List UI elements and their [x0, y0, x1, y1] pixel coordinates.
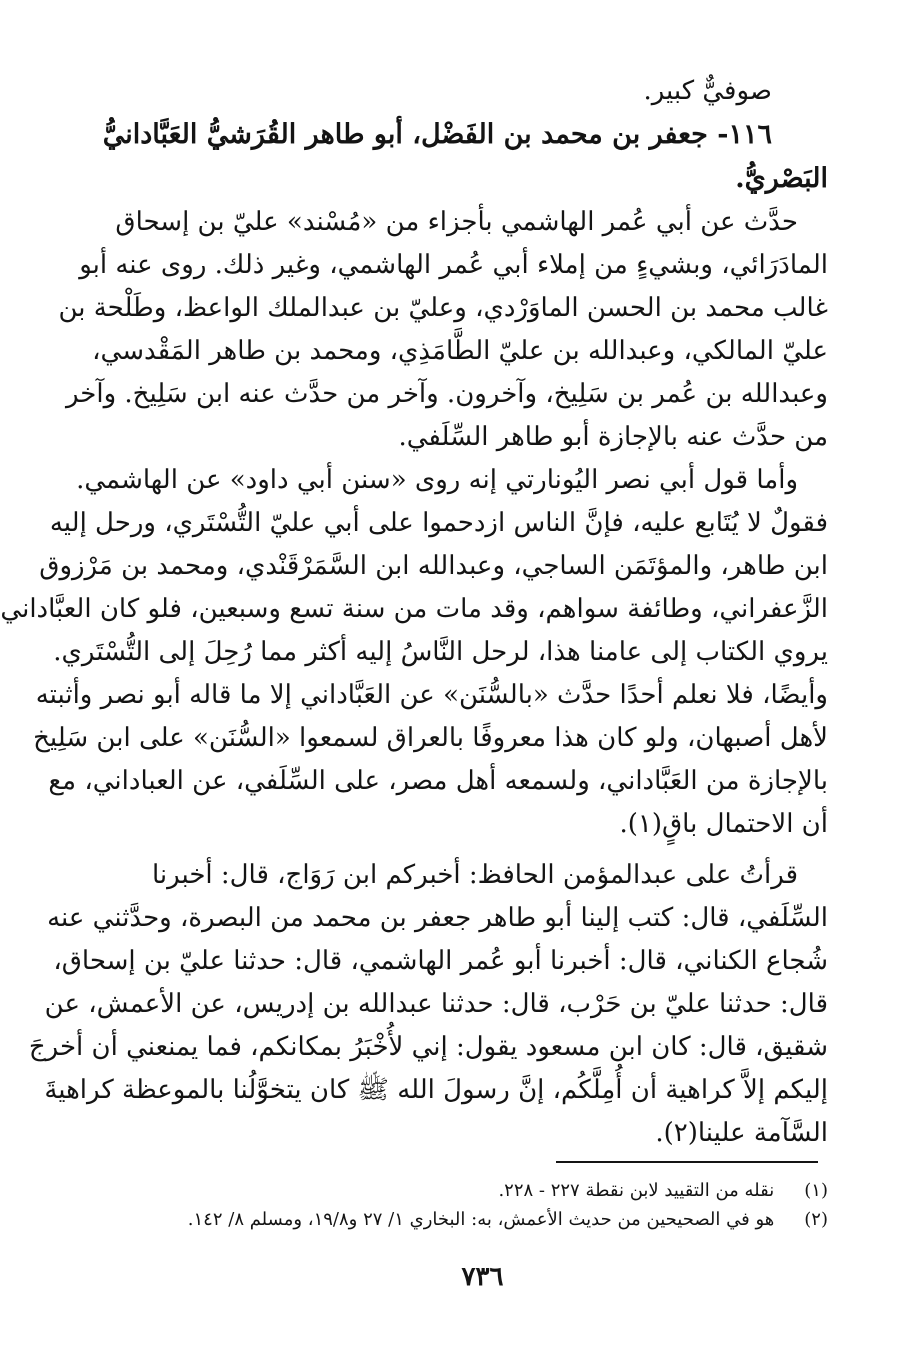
text-line: شقيق، قال: كان ابن مسعود يقول: إني لأُخْبَرُ بمكانكم، فما يمنعني أن أخرجَ	[28, 1032, 828, 1062]
footnote	[84, 1176, 828, 1205]
text-line: من حدَّث عنه بالإجازة أبو طاهر السِّلَفي.	[398, 422, 828, 452]
footnote-number: (١)	[804, 1180, 828, 1201]
text-line: وعبدالله بن عُمر بن سَلِيخ، وآخرون. وآخر من حدَّث عنه ابن سَلِيخ. وآخر	[65, 379, 828, 409]
text-line: حدَّث عن أبي عُمر الهاشمي بأجزاء من «مُسْند» عليّ بن إسحاق	[115, 207, 798, 237]
text-line: فقولٌ لا يُتَابع عليه، فإنَّ الناس ازدحموا على أبي عليّ التُّسْتَري، ورحل إليه	[49, 508, 828, 538]
footnote-text: نقله من التقييد لابن نقطة ٢٢٧ - ٢٢٨.	[498, 1180, 775, 1201]
entry-heading-line: ١١٦- جعفر بن محمد بن الفَضْل، أبو طاهر القُرَشيُّ العَبَّادانيُّ	[102, 119, 772, 150]
text-line: قال: حدثنا عليّ بن حَرْب، قال: حدثنا عبدالله بن إدريس، عن الأعمش، عن	[44, 989, 828, 1019]
text-line: وأيضًا، فلا نعلم أحدًا حدَّث «بالسُّنَن» عن العَبَّاداني إلا ما قاله أبو نصر وأثبته	[35, 680, 828, 710]
footnote-separator	[556, 1161, 818, 1163]
footnote	[84, 1205, 828, 1234]
text-line: بالإجازة من العَبَّاداني، ولسمعه أهل مصر، على السِّلَفي، عن العباداني، مع	[48, 766, 828, 796]
text-line: المادَرَائي، وبشيءٍ من إملاء أبي عُمر الهاشمي، وغير ذلك. روى عنه أبو	[79, 250, 828, 280]
text-line: يروي الكتاب إلى عامنا هذا، لرحل النَّاسُ إليه أكثر مما رُحِلَ إلى التُّسْتَري.	[53, 637, 828, 667]
text-line: عليّ المالكي، وعبدالله بن عليّ الطَّامَذِي، ومحمد بن طاهر المَقْدسي،	[92, 336, 828, 366]
text-line: وأما قول أبي نصر اليُونارتي إنه روى «سنن أبي داود» عن الهاشمي.	[76, 465, 798, 495]
footnote-text: هو في الصحيحين من حديث الأعمش، به: البخاري ١/ ٢٧ و١٩/٨، ومسلم ٨/ ١٤٢.	[187, 1209, 775, 1230]
entry-heading-line: البَصْريُّ.	[735, 163, 828, 194]
text-line: إليكم إلاَّ كراهية أن أُمِلَّكُم، إنَّ رسولَ الله ﷺ كان يتخوَّلُنا بالموعظة كراهيةَ	[44, 1075, 828, 1105]
text-line: قرأتُ على عبدالمؤمن الحافظ: أخبركم ابن رَوَاج، قال: أخبرنا	[151, 860, 798, 890]
footnote-number: (٢)	[804, 1209, 828, 1230]
text-line: صوفيٌّ كبير.	[643, 76, 772, 106]
text-line: شُجاع الكناني، قال: أخبرنا أبو عُمر الهاشمي، قال: حدثنا عليّ بن إسحاق،	[53, 946, 828, 976]
footnotes	[84, 1176, 828, 1234]
text-line: غالب محمد بن الحسن الماوَرْدي، وعليّ بن عبدالملك الواعظ، وطَلْحة بن	[58, 293, 828, 323]
text-line: لأهل أصبهان، ولو كان هذا معروفًا بالعراق لسمعوا «السُّنَن» على ابن سَلِيخ	[33, 723, 828, 753]
text-line: أن الاحتمال باقٍ(١).	[619, 809, 828, 839]
text-line: الزَّعفراني، وطائفة سواهم، وقد مات من سنة تسع وسبعين، فلو كان العبَّاداني	[0, 594, 828, 624]
text-line: السِّلَفي، قال: كتب إلينا أبو طاهر جعفر بن محمد من البصرة، وحدَّثني عنه	[47, 903, 828, 933]
text-line: السَّآمة علينا(٢).	[655, 1118, 828, 1148]
page-body	[0, 70, 828, 1155]
text-line: ابن طاهر، والمؤتَمَن الساجي، وعبدالله ابن السَّمَرْقَنْدي، ومحمد بن مَرْزوق	[39, 551, 828, 581]
page-number: ٧٣٦	[461, 1262, 504, 1292]
